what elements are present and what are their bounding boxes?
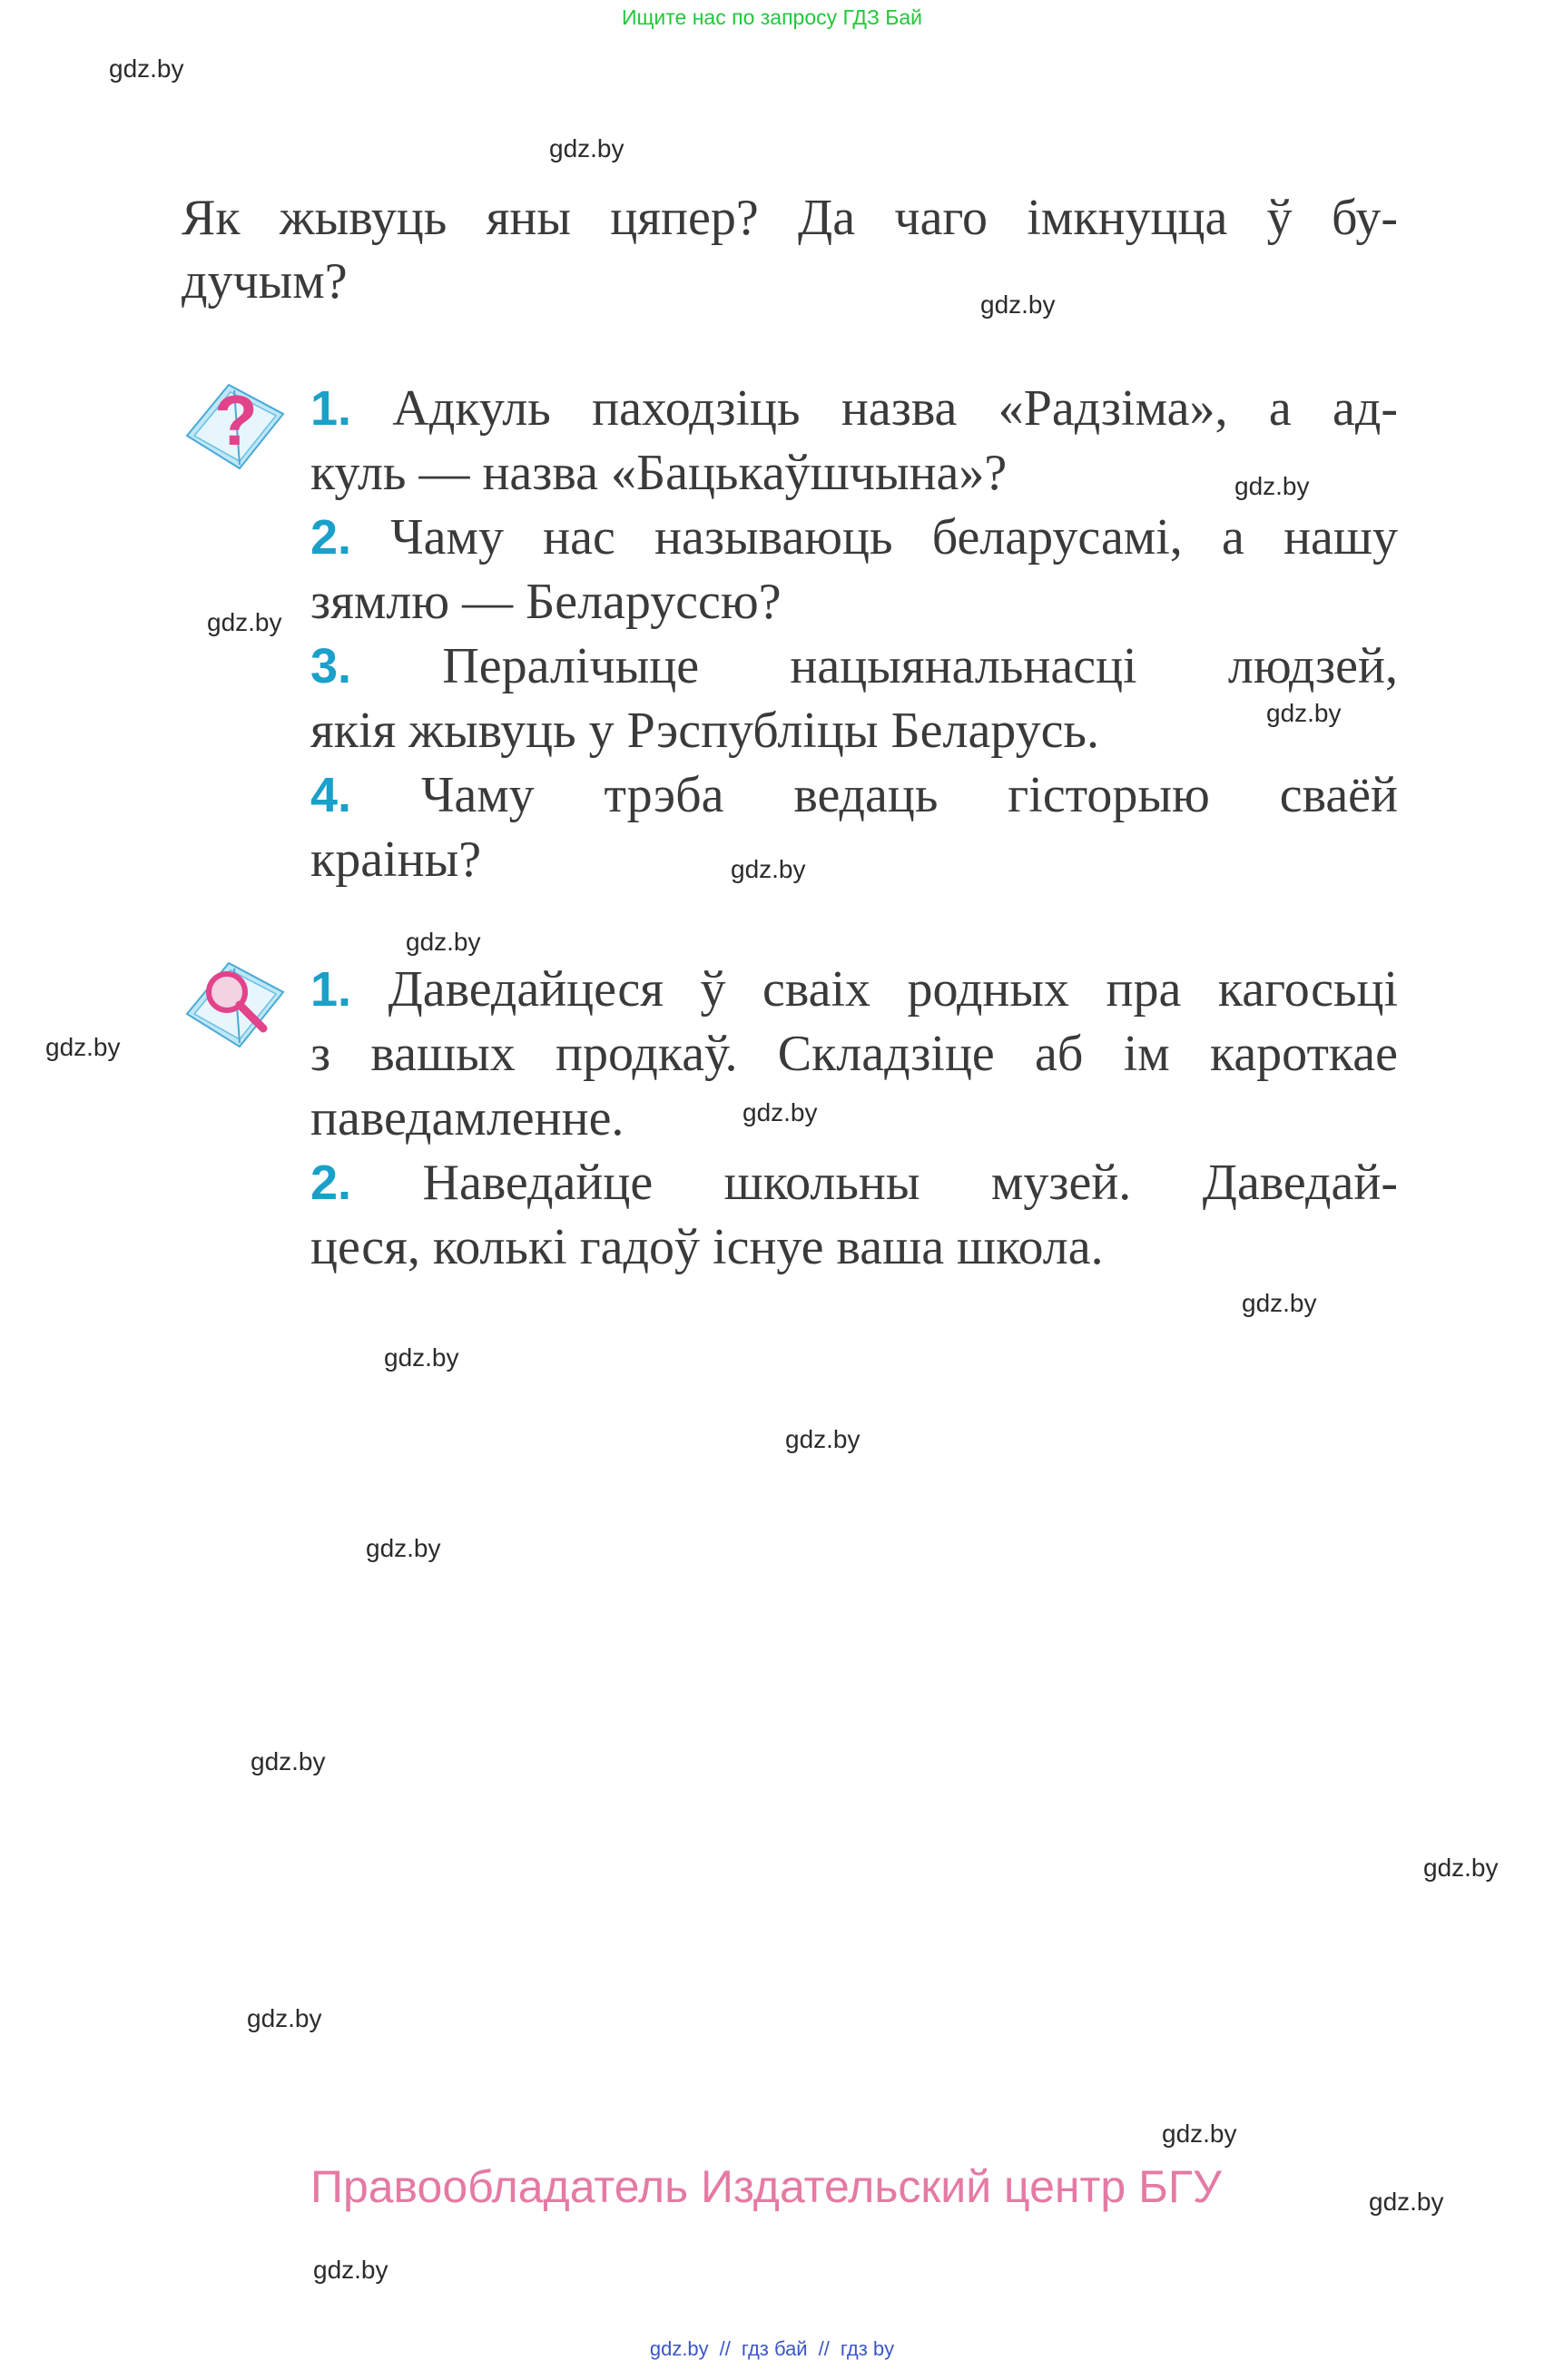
watermark: gdz.by [731,855,806,883]
intro-paragraph [182,186,1398,313]
item-number: 1. [310,381,352,436]
item-text: паведамленне. [310,1090,624,1146]
item-number: 2. [310,1156,352,1210]
search-banner[interactable]: Ищите нас по запросу ГДЗ Бай [621,5,923,29]
watermark: gdz.by [366,1534,441,1562]
item-text: зямлю — Беларуссю? [310,574,782,630]
list-item [310,377,1398,506]
watermark: gdz.by [313,2256,388,2284]
watermark: gdz.by [384,1343,459,1372]
item-text: Чаму нас называюць беларусамі, а нашу [390,509,1399,565]
watermark: gdz.by [549,134,624,162]
copyright-notice: Правообладатель Издательский центр БГУ [310,2161,1222,2212]
watermark: gdz.by [45,1033,121,1061]
item-text: Адкуль паходзіць назва «Радзіма», а ад- [392,380,1399,437]
svg-text:?: ? [214,380,258,460]
magnifier-book-icon [182,949,289,1056]
list-item [310,958,1398,1151]
watermark: gdz.by [109,54,184,83]
item-number: 1. [310,962,352,1017]
intro-line: Як жывуць яны цяпер? Да чаго імкнуцца ў бу- [182,190,1398,246]
item-text: Пералічыце нацыянальнасці людзей, [442,638,1398,694]
list-item [310,634,1398,763]
watermark: gdz.by [251,1747,326,1775]
item-text: куль — назва «Бацькаўшчына»? [310,445,1008,501]
watermark: gdz.by [207,608,282,636]
watermark: gdz.by [1423,1854,1499,1882]
watermark: gdz.by [247,2004,322,2032]
item-text: якія жывуць у Рэспубліцы Беларусь. [310,703,1099,759]
watermark: gdz.by [1242,1289,1317,1317]
item-number: 4. [310,768,352,822]
tasks-list [310,958,1398,1280]
footer-link[interactable]: гдз by [840,2337,895,2360]
footer-separator: // [719,2337,731,2360]
item-number: 3. [310,639,352,693]
item-text: з вашых продкаў. Складзіце аб ім кароткае [310,1026,1398,1082]
list-item [310,763,1398,892]
watermark: gdz.by [980,290,1056,319]
item-text: Чаму трэба ведаць гісторыю сваёй [420,767,1398,823]
intro-line: дучым? [182,253,348,310]
watermark: gdz.by [1162,2119,1237,2148]
list-item [310,1151,1398,1280]
watermark: gdz.by [406,928,481,956]
item-text: краіны? [310,831,482,888]
item-text: Наведайце школьны музей. Даведай- [422,1155,1399,1211]
watermark: gdz.by [742,1098,818,1126]
footer-link[interactable]: гдз бай [741,2337,808,2360]
watermark: gdz.by [1369,2188,1444,2216]
watermark: gdz.by [785,1425,861,1453]
item-text: цеся, колькі гадоў існуе ваша школа. [310,1219,1104,1275]
questions-list [310,377,1398,892]
watermark: gdz.by [1266,699,1342,727]
footer-separator: // [818,2337,830,2360]
watermark: gdz.by [1234,472,1310,500]
footer-link[interactable]: gdz.by [649,2337,709,2360]
item-text: Даведайцеся ў сваіх родных пра кагосьці [388,961,1399,1018]
question-book-icon [182,370,289,477]
list-item [310,506,1398,634]
footer-links [0,2337,1544,2361]
item-number: 2. [310,510,352,565]
